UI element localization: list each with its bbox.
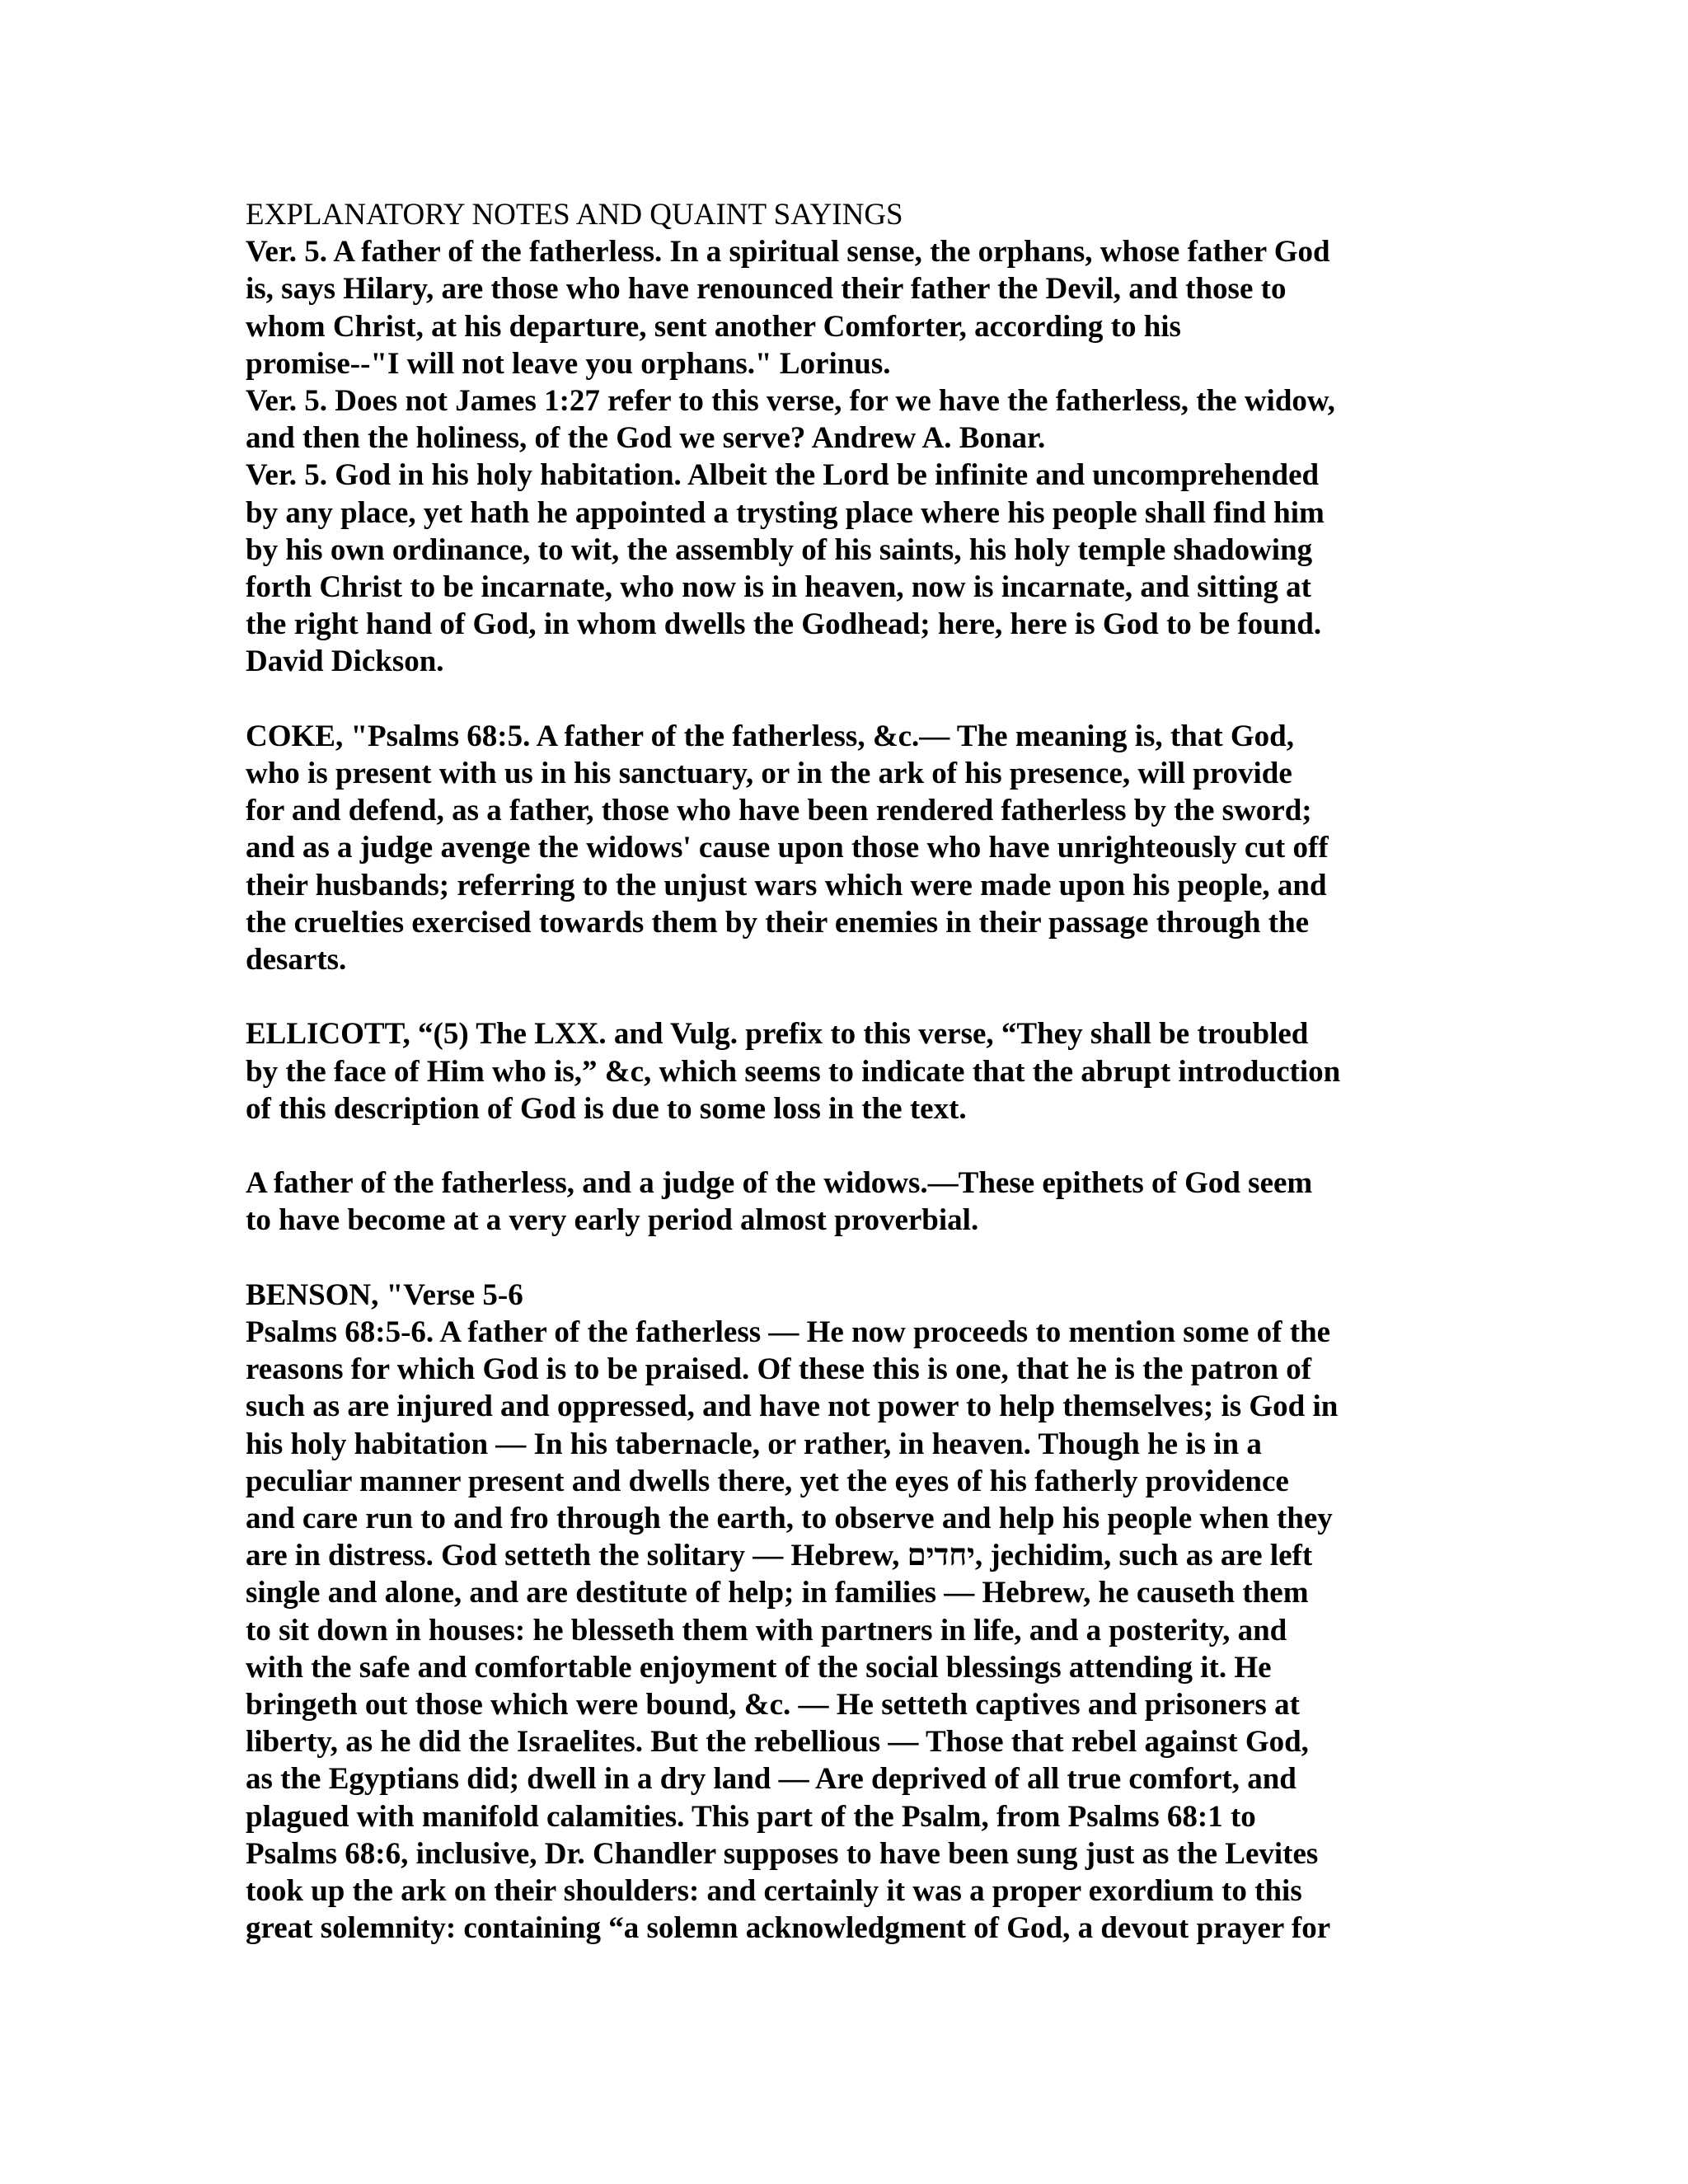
text-line: whom Christ, at his departure, sent another Comforter, according to his bbox=[246, 309, 1181, 344]
text-line: liberty, as he did the Israelites. But the rebellious — Those that rebel against God, bbox=[246, 1725, 1309, 1760]
text-line: his holy habitation — In his tabernacle, or rather, in heaven. Though he is in a bbox=[246, 1427, 1262, 1461]
text-line: who is present with us in his sanctuary, or in the ark of his presence, will provide bbox=[246, 757, 1292, 791]
section-ellicott-continued bbox=[246, 1165, 1442, 1239]
text-line: the right hand of God, in whom dwells the Godhead; here, here is God to be found. bbox=[246, 607, 1322, 642]
section-coke bbox=[246, 718, 1442, 978]
text-line: Psalms 68:5-6. A father of the fatherless — He now proceeds to mention some of the bbox=[246, 1315, 1331, 1350]
text-line: as the Egyptians did; dwell in a dry land — Are deprived of all true comfort, and bbox=[246, 1762, 1296, 1797]
text-line: by the face of Him who is,” &c, which seems to indicate that the abrupt introduction bbox=[246, 1054, 1341, 1089]
paragraph-gap bbox=[246, 1127, 1442, 1165]
text-line: reasons for which God is to be praised. Of these this is one, that he is the patron of bbox=[246, 1352, 1312, 1387]
paragraph-gap bbox=[246, 681, 1442, 718]
text-line: the cruelties exercised towards them by their enemies in their passage through the bbox=[246, 905, 1310, 940]
text-line: desarts. bbox=[246, 943, 347, 977]
text-line: for and defend, as a father, those who have been rendered fatherless by the sword; bbox=[246, 794, 1312, 828]
text-line: Ver. 5. A father of the fatherless. In a spiritual sense, the orphans, whose father God bbox=[246, 235, 1330, 269]
text-line: their husbands; referring to the unjust wars which were made upon his people, and bbox=[246, 868, 1327, 902]
page-heading: EXPLANATORY NOTES AND QUAINT SAYINGS bbox=[246, 198, 903, 232]
text-line: plagued with manifold calamities. This part of the Psalm, from Psalms 68:1 to bbox=[246, 1799, 1256, 1834]
text-line: by his own ordinance, to wit, the assembly of his saints, his holy temple shadowing bbox=[246, 532, 1313, 567]
text-line: David Dickson. bbox=[246, 644, 444, 679]
document-page bbox=[246, 196, 1442, 1947]
text-line: promise--"I will not leave you orphans." Lorinus. bbox=[246, 346, 891, 381]
text-line: great solemnity: containing “a solemn acknowledgment of God, a devout prayer for bbox=[246, 1911, 1331, 1946]
text-line: is, says Hilary, are those who have renounced their father the Devil, and those to bbox=[246, 272, 1287, 307]
text-line: Psalms 68:6, inclusive, Dr. Chandler supposes to have been sung just as the Levites bbox=[246, 1836, 1319, 1871]
section-benson bbox=[246, 1277, 1442, 1947]
paragraph-gap bbox=[246, 978, 1442, 1015]
text-line: to sit down in houses: he blesseth them with partners in life, and a posterity, and bbox=[246, 1613, 1287, 1647]
paragraph-gap bbox=[246, 1240, 1442, 1277]
text-line: and as a judge avenge the widows' cause upon those who have unrighteously cut off bbox=[246, 831, 1329, 865]
section-notes bbox=[246, 233, 1442, 680]
text-line: bringeth out those which were bound, &c. — He setteth captives and prisoners at bbox=[246, 1688, 1300, 1722]
text-line: and then the holiness, of the God we serve? Andrew A. Bonar. bbox=[246, 421, 1046, 456]
text-line: to have become at a very early period almost proverbial. bbox=[246, 1203, 979, 1238]
section-ellicott bbox=[246, 1015, 1442, 1127]
text-line: Ver. 5. Does not James 1:27 refer to this verse, for we have the fatherless, the widow, bbox=[246, 384, 1335, 419]
text-line: by any place, yet hath he appointed a trysting place where his people shall find him bbox=[246, 495, 1325, 530]
text-line: such as are injured and oppressed, and have not power to help themselves; is God in bbox=[246, 1390, 1339, 1424]
text-line: peculiar manner present and dwells there, yet the eyes of his fatherly providence bbox=[246, 1464, 1289, 1498]
text-line: COKE, "Psalms 68:5. A father of the fatherless, &c.— The meaning is, that God, bbox=[246, 719, 1295, 753]
text-line: BENSON, "Verse 5-6 bbox=[246, 1277, 523, 1312]
text-line: took up the ark on their shoulders: and certainly it was a proper exordium to this bbox=[246, 1874, 1302, 1909]
text-line: single and alone, and are destitute of help; in families — Hebrew, he causeth them bbox=[246, 1576, 1309, 1610]
text-line: forth Christ to be incarnate, who now is in heaven, now is incarnate, and sitting at bbox=[246, 570, 1311, 605]
text-line: with the safe and comfortable enjoyment of the social blessings attending it. He bbox=[246, 1650, 1272, 1685]
text-line: Ver. 5. God in his holy habitation. Albeit the Lord be infinite and uncomprehended bbox=[246, 458, 1320, 493]
text-line: ELLICOTT, “(5) The LXX. and Vulg. prefix to this verse, “They shall be troubled bbox=[246, 1017, 1309, 1052]
text-line: of this description of God is due to some loss in the text. bbox=[246, 1091, 967, 1126]
text-line: are in distress. God setteth the solitary — Hebrew, יחדים, jechidim, such as are left bbox=[246, 1539, 1313, 1573]
text-line: A father of the fatherless, and a judge of the widows.—These epithets of God seem bbox=[246, 1166, 1313, 1201]
text-line: and care run to and fro through the earth, to observe and help his people when they bbox=[246, 1502, 1333, 1536]
